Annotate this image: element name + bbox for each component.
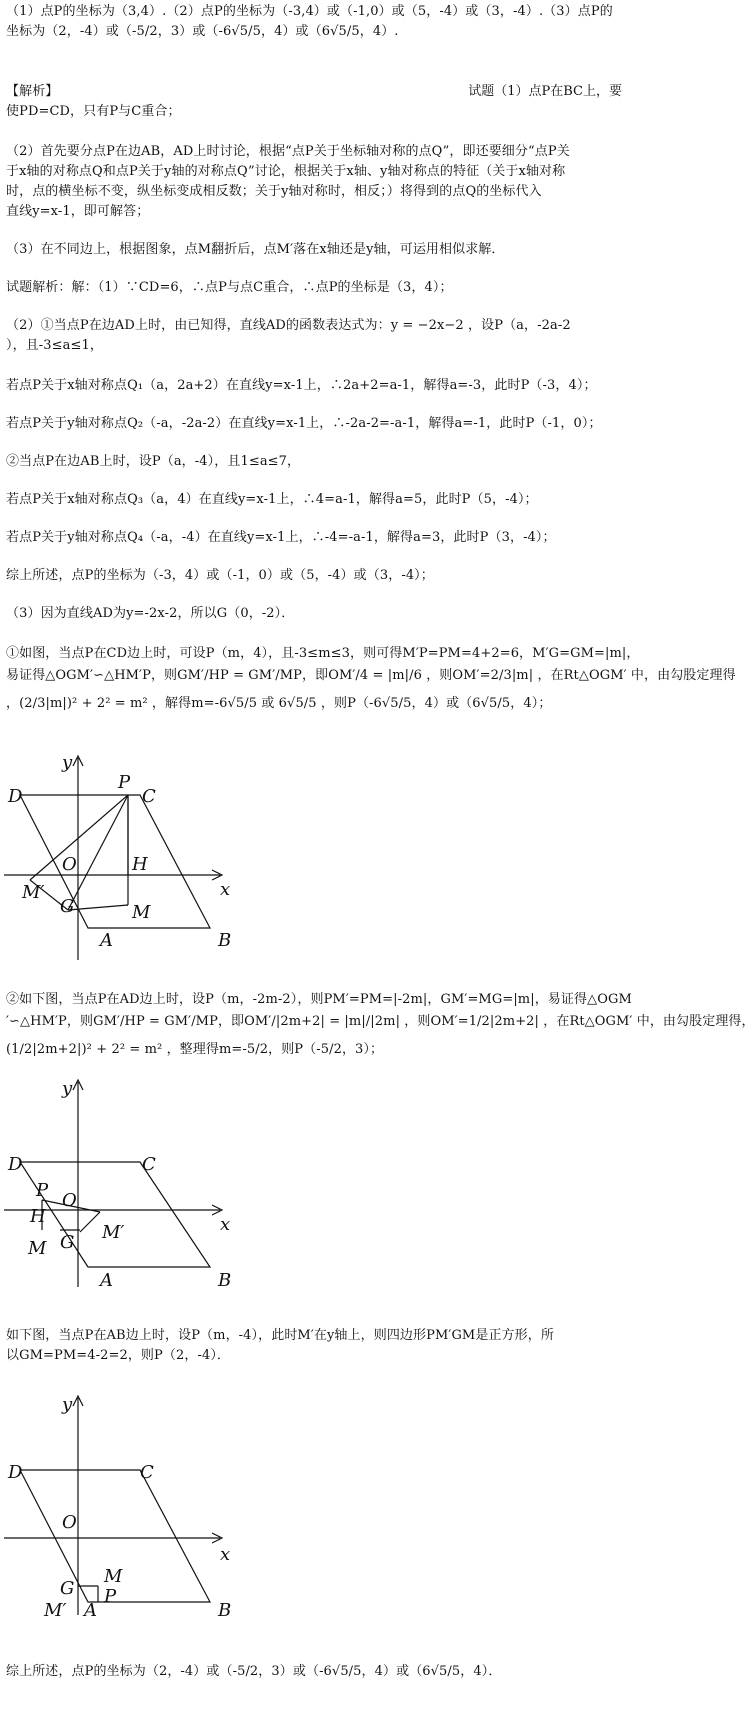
solution-line-11b: ′∽△HM′P，则GM′/HP = GM′/MP，即OM′/|2m+2| = |m|/|2m| ，则OM′=1/2|2m+2| ，在Rt△OGM′ 中，由勾股定理得，	[6, 1014, 755, 1029]
label-c: C	[142, 786, 156, 807]
solution-line-5: ②当点P在边AB上时，设P（a，-4），且1≤a≤7，	[6, 454, 301, 469]
label-x: x	[220, 1544, 231, 1565]
figure-1	[0, 750, 630, 965]
label-x: x	[220, 1214, 231, 1235]
label-y: y	[62, 1394, 73, 1415]
figure-3	[0, 1390, 630, 1620]
parallelogram-abcd	[20, 795, 210, 928]
label-b: B	[218, 1270, 232, 1291]
solution-line-12a: 如下图，当点P在AB边上时，设P（m，-4），此时M′在y轴上，则四边形PM′GM是正方形，所	[6, 1328, 554, 1343]
solution-line-9: （3）因为直线AD为y=-2x-2，所以G（0，-2）．	[6, 606, 295, 621]
label-b: B	[218, 1600, 232, 1621]
analysis-line-4: 时，点的横坐标不变，纵坐标变成相反数；关于y轴对称时，相反；）将得到的点Q的坐标代入	[6, 184, 542, 199]
figure-2	[0, 1072, 630, 1292]
label-a: A	[100, 930, 113, 951]
solution-line-13: 综上所述，点P的坐标为（2，-4）或（-5/2，3）或（-6√5/5，4）或（6√5/5，4）．	[6, 1664, 502, 1679]
solution-line-2b: ），且-3≤a≤1，	[6, 338, 103, 353]
segment-pmprime	[30, 795, 128, 880]
solution-line-10c: ，(2/3|m|)² + 2² = m² ，解得m=-6√5/5 或 6√5/5 ，则P（-6√5/5，4）或（6√5/5，4）；	[6, 696, 552, 711]
label-g: G	[60, 1232, 75, 1253]
label-mprime: M′	[102, 1222, 125, 1243]
label-d: D	[8, 786, 23, 807]
parallelogram-abcd	[20, 1162, 210, 1267]
label-a: A	[100, 1270, 113, 1291]
analysis-line-3: 于x轴的对称点Q和点P关于y轴的对称点Q”讨论，根据关于x轴、y轴对称点的特征（关于x轴对称	[6, 164, 566, 179]
solution-line-7: 若点P关于y轴对称点Q₄（-a，-4）在直线y=x-1上，∴-4=-a-1，解得a=3，此时P（3，-4）；	[6, 530, 556, 545]
label-m: M	[28, 1238, 47, 1259]
solution-line-11c: (1/2|2m+2|)² + 2² = m² ，整理得m=-5/2，则P（-5/2，3）；	[6, 1042, 384, 1057]
label-mprime: M′	[44, 1600, 67, 1621]
analysis-line-6: （3）在不同边上，根据图象，点M翻折后，点M′落在x轴还是y轴，可运用相似求解．	[6, 242, 505, 257]
label-a: A	[84, 1600, 97, 1621]
label-g: G	[60, 1578, 75, 1599]
solution-line-3: 若点P关于x轴对称点Q₁（a，2a+2）在直线y=x-1上，∴2a+2=a-1，解得a=-3，此时P（-3，4）；	[6, 378, 597, 393]
analysis-line-1: 使PD=CD，只有P与C重合；	[6, 104, 181, 119]
segment-mprime-g	[80, 1212, 100, 1232]
label-p: P	[36, 1180, 49, 1201]
label-p: P	[104, 1586, 117, 1607]
label-p: P	[118, 772, 131, 793]
label-y: y	[62, 752, 73, 773]
label-y: y	[62, 1078, 73, 1099]
analysis-line-5: 直线y=x-1，即可解答；	[6, 204, 150, 219]
solution-line-10b: 易证得△OGM′∽△HM′P，则GM′/HP = GM′/MP，即OM′/4 = |m|/6 ，则OM′=2/3|m| ，在Rt△OGM′ 中，由勾股定理得	[6, 668, 736, 683]
label-mprime: M′	[22, 882, 45, 903]
label-d: D	[8, 1462, 23, 1483]
solution-line-12b: 以GM=PM=4-2=2，则P（2，-4）．	[6, 1348, 231, 1363]
label-o: O	[62, 1512, 77, 1533]
solution-line-10a: ①如图，当点P在CD边上时，可设P（m，4），且-3≤m≤3，则可得M′P=PM=4+2=6，M′G=GM=|m|，	[6, 646, 640, 661]
label-c: C	[140, 1462, 154, 1483]
solution-line-4: 若点P关于y轴对称点Q₂（-a，-2a-2）在直线y=x-1上，∴-2a-2=-a-1，解得a=-1，此时P（-1，0）；	[6, 416, 602, 431]
label-c: C	[142, 1154, 156, 1175]
analysis-heading: 【解析】	[6, 84, 59, 99]
analysis-right-text: 试题（1）点P在BC上，要	[468, 84, 622, 99]
solution-line-8: 综上所述，点P的坐标为（-3，4）或（-1，0）或（5，-4）或（3，-4）；	[6, 568, 434, 583]
answer-line-1: （1）点P的坐标为（3,4）.（2）点P的坐标为（-3,4）或（-1,0）或（5，-4）或（3，-4）.（3）点P的	[6, 4, 613, 19]
analysis-line-2: （2）首先要分点P在边AB，AD上时讨论，根据“点P关于坐标轴对称的点Q”，即还要细分“点P关	[6, 144, 570, 159]
label-b: B	[218, 930, 232, 951]
solution-line-2a: （2）①当点P在边AD上时，由已知得，直线AD的函数表达式为：y = −2x−2 ，设P（a，-2a-2	[6, 318, 571, 333]
label-h: H	[132, 854, 148, 875]
label-h: H	[30, 1206, 46, 1227]
solution-line-6: 若点P关于x轴对称点Q₃（a，4）在直线y=x-1上，∴4=a-1，解得a=5，此时P（5，-4）；	[6, 492, 538, 507]
label-x: x	[220, 879, 231, 900]
segment-pg	[68, 795, 128, 910]
label-o: O	[62, 1190, 77, 1211]
label-m: M	[132, 902, 151, 923]
answer-line-2: 坐标为（2，-4）或（-5/2，3）或（-6√5/5，4）或（6√5/5，4）.	[6, 24, 399, 39]
label-m: M	[104, 1566, 123, 1587]
solution-line-1: 试题解析：解：（1）∵CD=6，∴点P与点C重合，∴点P的坐标是（3，4）；	[6, 280, 453, 295]
label-d: D	[8, 1154, 23, 1175]
label-g: G	[60, 896, 75, 917]
label-o: O	[62, 854, 77, 875]
solution-line-11a: ②如下图，当点P在AD边上时，设P（m，-2m-2），则PM′=PM=|-2m|，GM′=MG=|m|，易证得△OGM	[6, 992, 632, 1007]
